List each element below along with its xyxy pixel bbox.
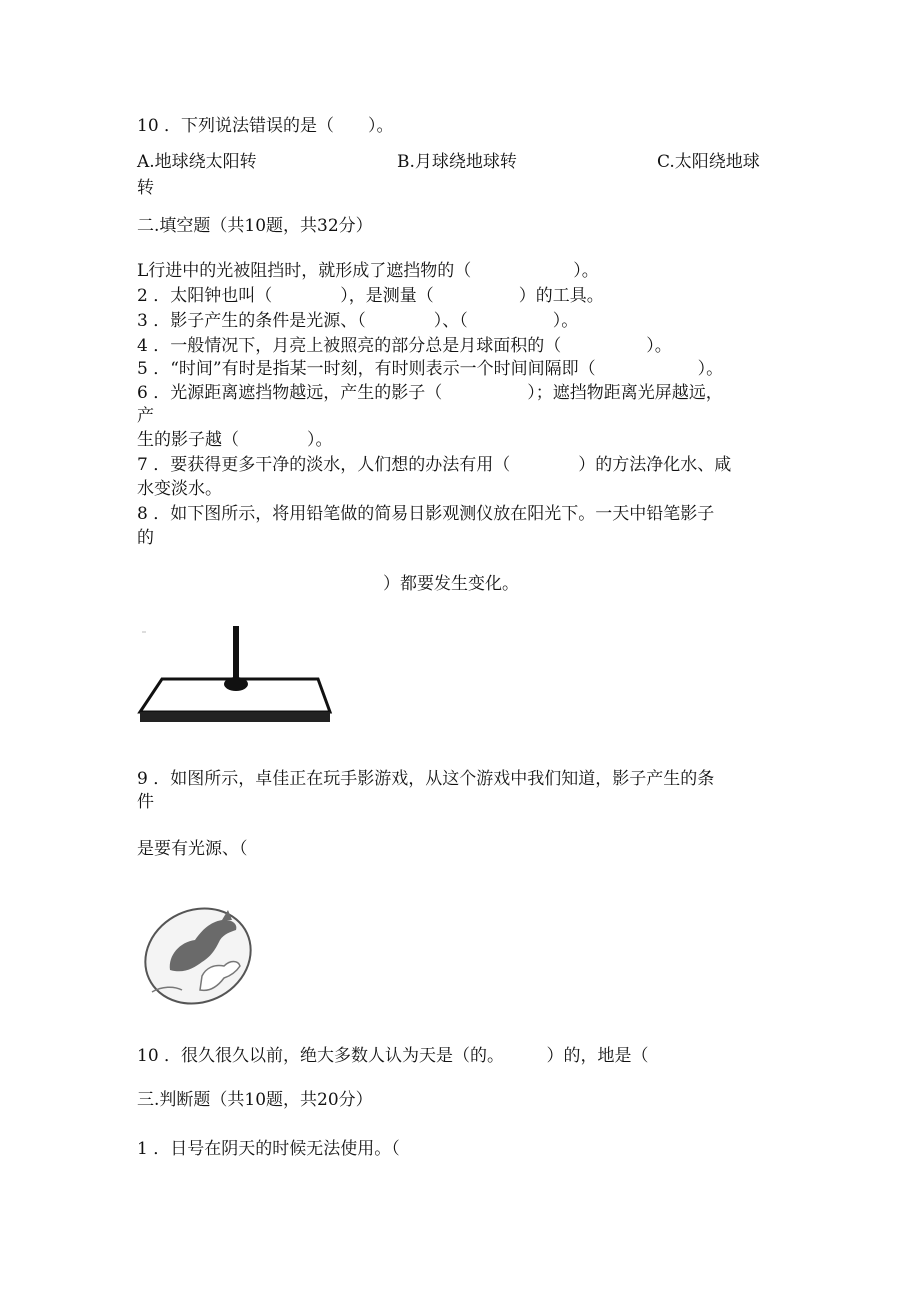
fill-q6-line1: 6 ．光源距离遮挡物越远，产生的影子（ ）；遮挡物距离光屏越远， (137, 383, 723, 403)
fill-q6-line2: 产 (137, 406, 154, 426)
fill-q4: 4 ．一般情况下，月亮上被照亮的部分总是月球面积的（ ）。 (137, 336, 672, 356)
fill-q2: 2 ．太阳钟也叫（ ），是测量（ ）的工具。 (137, 286, 604, 306)
fill-q7-line2: 水变淡水。 (137, 479, 222, 499)
pencil-sundial-figure (136, 622, 336, 726)
fill-q1: L行进中的光被阻挡时，就形成了遮挡物的（ ）。 (137, 261, 599, 281)
fill-q9-line3: 是要有光源、（ (137, 839, 248, 859)
q10-option-b: B.月球绕地球转 (397, 152, 517, 172)
fill-q9-line2: 件 (137, 792, 154, 812)
q10-option-a: A.地球绕太阳转 (137, 152, 257, 172)
q10-option-c: C.太阳绕地球 (657, 152, 760, 172)
fill-q8-line2: 的 (137, 528, 154, 548)
fill-q3: 3 ．影子产生的条件是光源、（ ）、（ ）。 (137, 311, 579, 331)
fill-q5: 5 ．“时间”有时是指某一时刻，有时则表示一个时间间隔即（ ）。 (137, 359, 724, 379)
fill-q10: 10 ．很久很久以前，绝大多数人认为天是（的。 ）的，地是（ (137, 1046, 649, 1066)
q10-stem: 10 ．下列说法错误的是（ ）。 (137, 116, 394, 136)
section3-heading: 三.判断题（共10题，共20分） (137, 1090, 373, 1110)
fill-q9-line1: 9 ．如图所示，卓佳正在玩手影游戏，从这个游戏中我们知道，影子产生的条 (137, 769, 715, 789)
fill-q8-line1: 8 ．如下图所示，将用铅笔做的简易日影观测仪放在阳光下。一天中铅笔影子 (137, 504, 715, 524)
fill-q7-line1: 7 ．要获得更多干净的淡水，人们想的办法有用（ ）的方法净化水、咸 (137, 455, 732, 475)
section2-heading: 二.填空题（共10题，共32分） (137, 216, 373, 236)
fill-q8-line3: ）都要发生变化。 (383, 574, 519, 594)
fill-q6-line3: 生的影子越（ ）。 (137, 430, 333, 450)
judge-q1: 1 ．日号在阴天的时候无法使用。（ (137, 1139, 400, 1159)
q10-option-c-wrap: 转 (137, 178, 154, 198)
hand-shadow-figure (140, 900, 260, 1010)
